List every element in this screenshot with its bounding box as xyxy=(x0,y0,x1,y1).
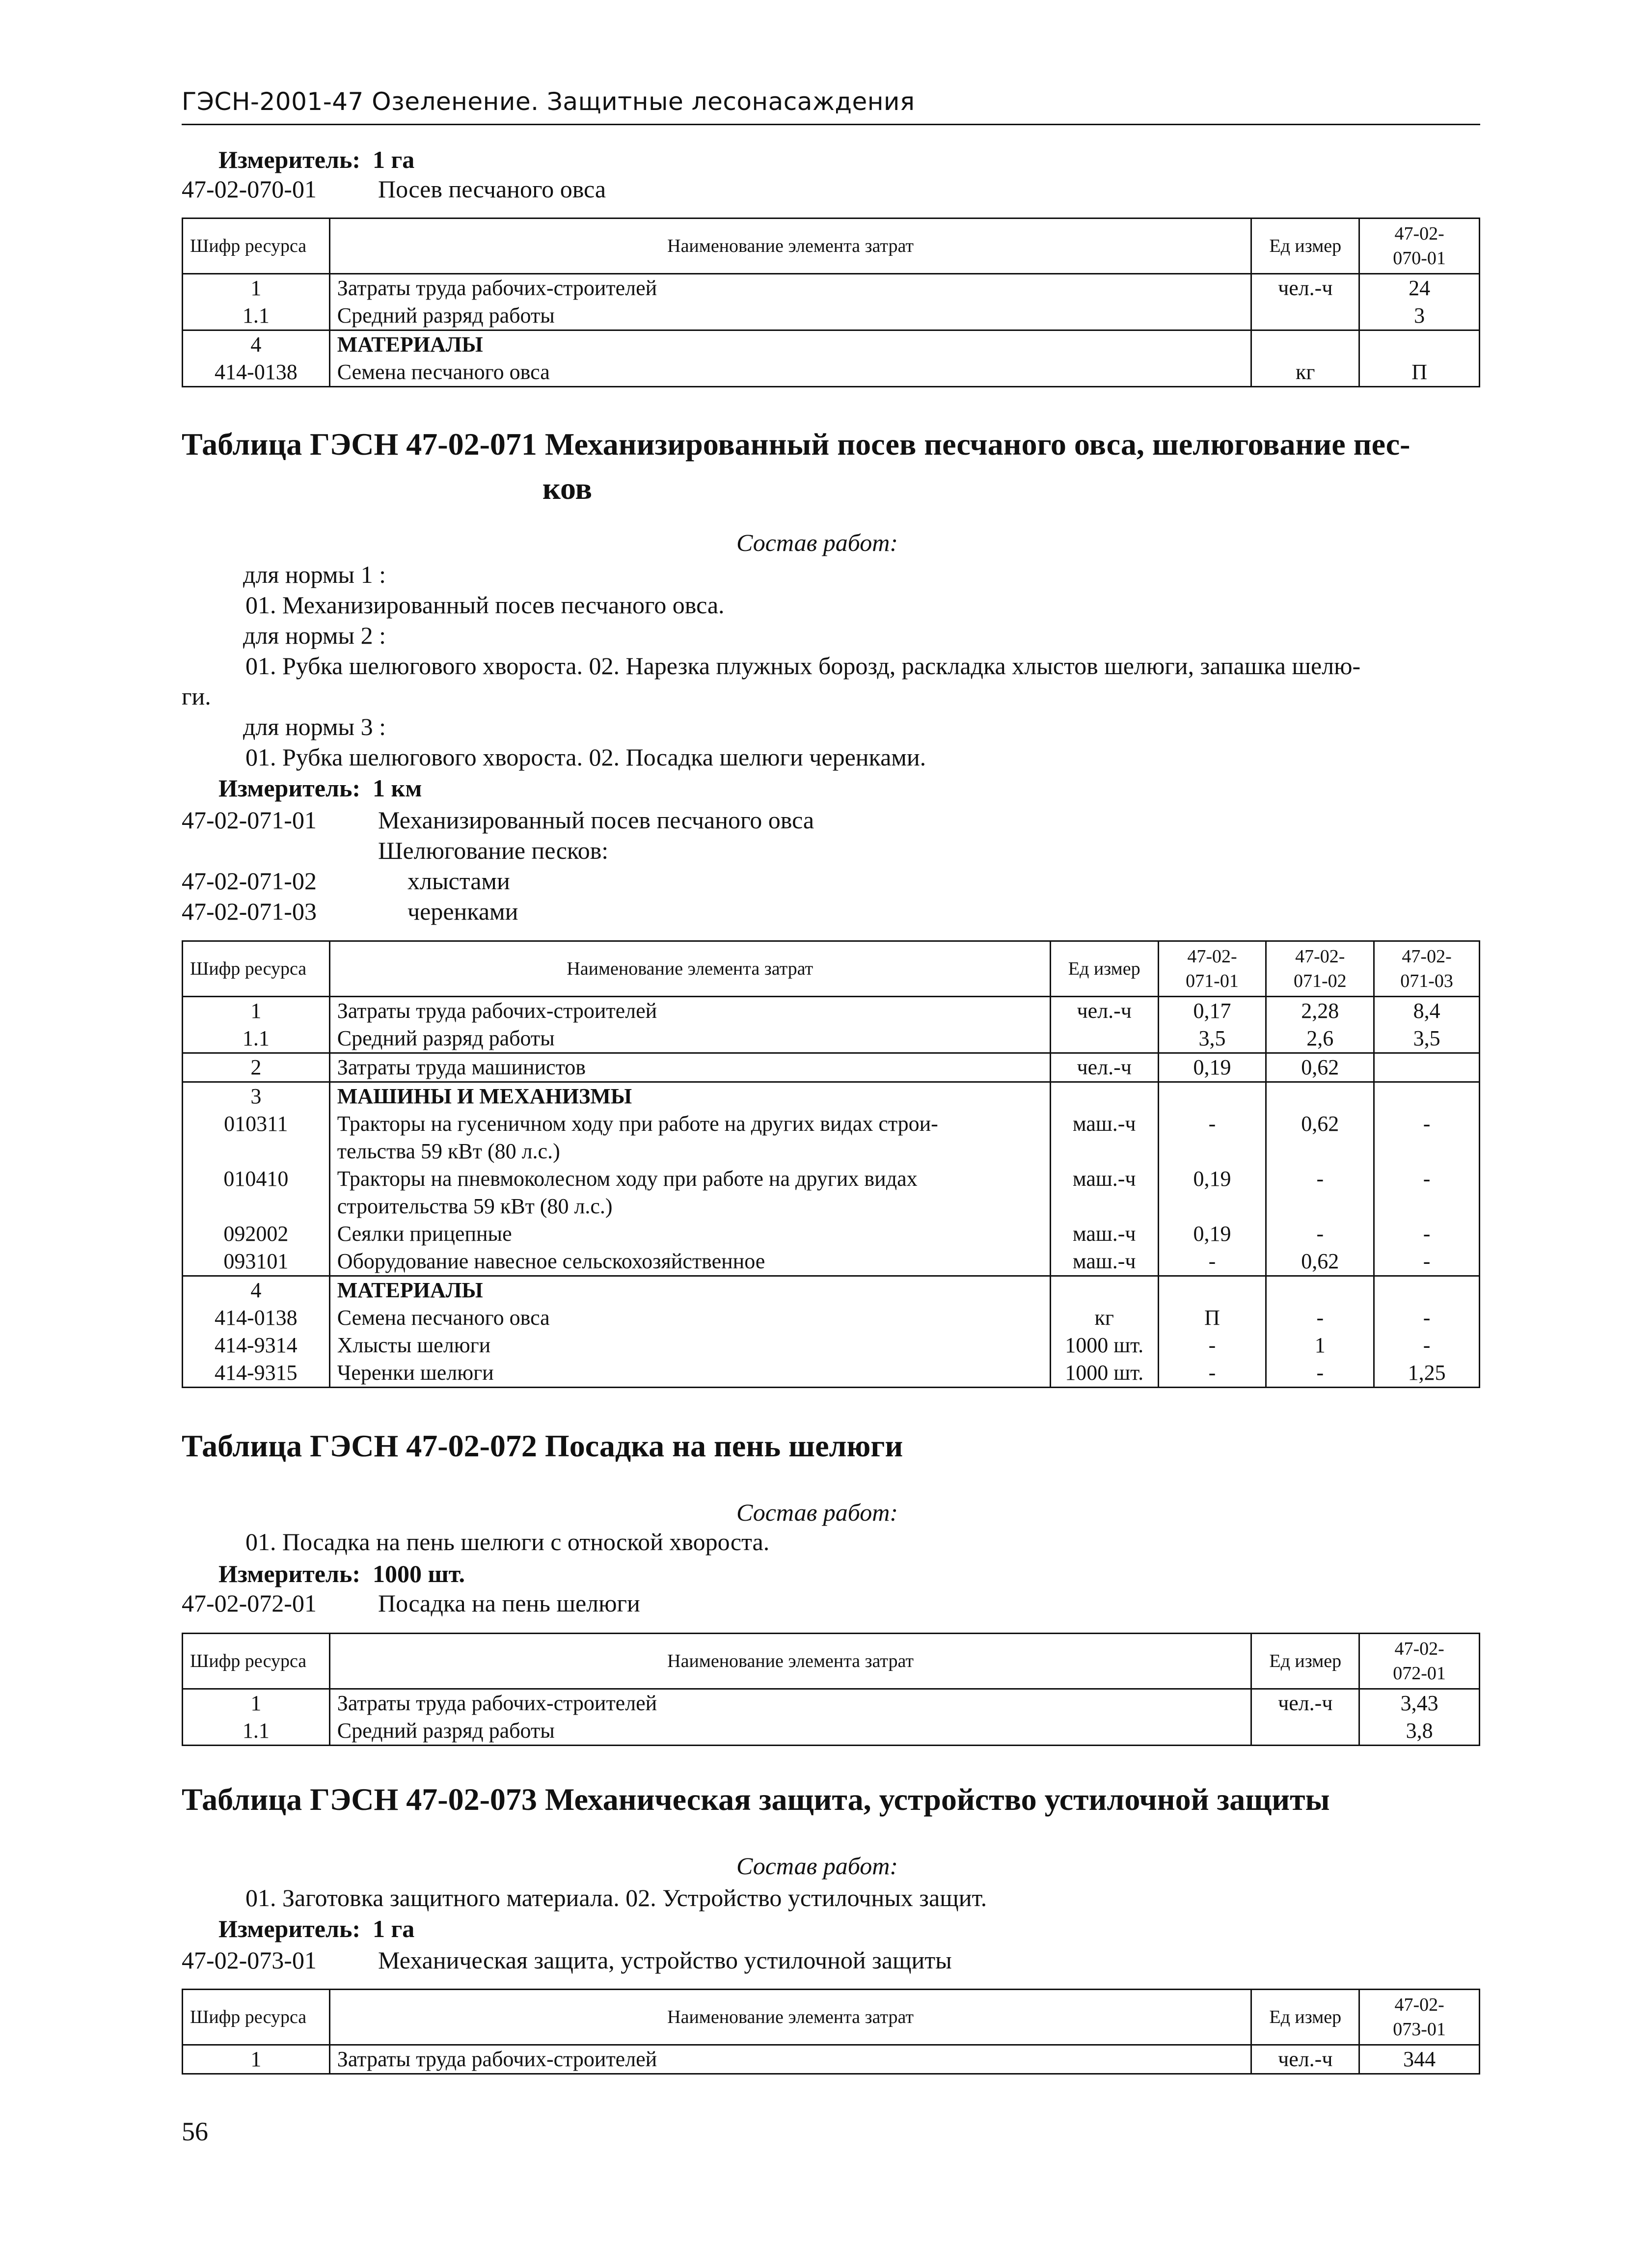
unit: маш.-ч xyxy=(1050,1165,1158,1220)
norm-value: 344 xyxy=(1359,2045,1480,2074)
norm-value: 0,19 xyxy=(1158,1053,1266,1082)
resource-code: 4 xyxy=(183,1276,330,1305)
col-header-name: Наименование элемента затрат xyxy=(329,219,1251,274)
norm-value: - xyxy=(1374,1248,1480,1276)
norm-value: 1 xyxy=(1266,1332,1374,1359)
meter-value: 1 га xyxy=(373,1915,415,1942)
norm-value: - xyxy=(1374,1110,1480,1165)
unit xyxy=(1251,330,1359,359)
resource-code: 1.1 xyxy=(183,302,330,330)
norm-value: П xyxy=(1359,358,1480,387)
resource-name: МАТЕРИАЛЫ xyxy=(329,1276,1050,1305)
table-row xyxy=(183,1248,1480,1276)
table-title-071: Таблица ГЭСН 47-02-071 Механизированный посев песчаного овса, шелюгование пес- ков xyxy=(182,427,1410,506)
norm-code: 47-02-073-01 xyxy=(182,1946,317,1974)
norm-value xyxy=(1158,1082,1266,1111)
table-row xyxy=(183,1082,1480,1111)
description-line: для нормы 1 : xyxy=(243,561,386,588)
norm-value xyxy=(1266,1276,1374,1305)
norm-value: - xyxy=(1158,1359,1266,1388)
norm-value: 2,6 xyxy=(1266,1025,1374,1053)
table-row xyxy=(183,1110,1480,1165)
work-description: 01. Посадка на пень шелюги с отноской хвороста. xyxy=(245,1528,770,1556)
unit: маш.-ч xyxy=(1050,1110,1158,1165)
norm-value: 0,19 xyxy=(1158,1220,1266,1248)
norm-name: Механическая защита, устройство устилочной защиты xyxy=(378,1946,952,1974)
unit: чел.-ч xyxy=(1050,997,1158,1025)
resource-name: Сеялки прицепные xyxy=(329,1220,1050,1248)
norm-value: - xyxy=(1266,1220,1374,1248)
norm-value: - xyxy=(1374,1220,1480,1248)
table-header-row xyxy=(183,1990,1480,2045)
meter-line-2 xyxy=(218,773,422,803)
table-row xyxy=(183,1689,1480,1718)
meter-label: Измеритель: xyxy=(218,146,361,173)
resource-name: Оборудование навесное сельскохозяйственное xyxy=(329,1248,1050,1276)
resource-code: 092002 xyxy=(183,1220,330,1248)
meter-value: 1000 шт. xyxy=(373,1560,465,1587)
meter-line-4 xyxy=(218,1914,414,1943)
norm-value: 8,4 xyxy=(1374,997,1480,1025)
table-header-row xyxy=(183,941,1480,997)
unit xyxy=(1251,302,1359,330)
resource-name: Затраты труда рабочих-строителей xyxy=(329,1689,1251,1718)
table-row xyxy=(183,358,1480,387)
norm-value: 3,5 xyxy=(1374,1025,1480,1053)
col-header-code: Шифр ресурса xyxy=(183,1990,330,2045)
col-header-code: Шифр ресурса xyxy=(183,941,330,997)
meter-value: 1 га xyxy=(373,146,415,173)
resource-code: 4 xyxy=(183,330,330,359)
col-header-name: Наименование элемента затрат xyxy=(329,1634,1251,1689)
norm-value: 0,17 xyxy=(1158,997,1266,1025)
resource-table-073 xyxy=(182,1989,1480,2075)
sostav-label: Состав работ: xyxy=(736,529,898,556)
table-row xyxy=(183,1304,1480,1332)
meter-label: Измеритель: xyxy=(218,1915,361,1942)
norm-value: 2,28 xyxy=(1266,997,1374,1025)
unit xyxy=(1050,1025,1158,1053)
norm-code: 47-02-070-01 xyxy=(182,175,317,203)
norm-value: 0,62 xyxy=(1266,1248,1374,1276)
resource-name: Средний разряд работы xyxy=(329,1025,1050,1053)
resource-code: 1 xyxy=(183,274,330,302)
sostav-label: Состав работ: xyxy=(736,1852,898,1880)
resource-name: Тракторы на пневмоколесном ходу при работе на других видах строительства 59 кВт (80 л.с.) xyxy=(329,1165,1050,1220)
col-header-norm: 47-02- 071-03 xyxy=(1374,941,1480,997)
norm-value: 0,62 xyxy=(1266,1053,1374,1082)
resource-code: 414-9315 xyxy=(183,1359,330,1388)
norm-value: - xyxy=(1158,1110,1266,1165)
resource-table-071 xyxy=(182,940,1480,1388)
norm-name: Механизированный посев песчаного овса xyxy=(378,806,814,834)
norm-name: хлыстами xyxy=(407,867,510,895)
unit: маш.-ч xyxy=(1050,1220,1158,1248)
resource-name: Затраты труда рабочих-строителей xyxy=(329,2045,1251,2074)
norm-value: 24 xyxy=(1359,274,1480,302)
norm-code: 47-02-072-01 xyxy=(182,1589,317,1617)
unit: чел.-ч xyxy=(1251,1689,1359,1718)
resource-code: 3 xyxy=(183,1082,330,1111)
col-header-norm: 47-02- 073-01 xyxy=(1359,1990,1480,2045)
norm-code: 47-02-071-02 xyxy=(182,867,317,895)
norm-value: - xyxy=(1158,1248,1266,1276)
table-row xyxy=(183,302,1480,330)
description-line: для нормы 2 : xyxy=(243,622,386,649)
norm-value: 3,43 xyxy=(1359,1689,1480,1718)
table-row xyxy=(183,2045,1480,2074)
norm-name: Посев песчаного овса xyxy=(378,175,606,203)
resource-code: 1 xyxy=(183,997,330,1025)
norm-name: Посадка на пень шелюги xyxy=(378,1589,640,1617)
norm-value xyxy=(1374,1053,1480,1082)
resource-name: Семена песчаного овса xyxy=(329,358,1251,387)
resource-code: 093101 xyxy=(183,1248,330,1276)
unit xyxy=(1251,1717,1359,1746)
resource-code: 1.1 xyxy=(183,1025,330,1053)
col-header-name: Наименование элемента затрат xyxy=(329,1990,1251,2045)
norm-value: - xyxy=(1266,1165,1374,1220)
description-line: ги. xyxy=(182,683,211,710)
unit: 1000 шт. xyxy=(1050,1359,1158,1388)
header-rule xyxy=(182,124,1480,125)
col-header-unit: Ед измер xyxy=(1251,1634,1359,1689)
unit: чел.-ч xyxy=(1251,274,1359,302)
resource-name: Затраты труда машинистов xyxy=(329,1053,1050,1082)
col-header-unit: Ед измер xyxy=(1050,941,1158,997)
description-line: 01. Рубка шелюгового хвороста. 02. Посадка шелюги черенками. xyxy=(245,743,926,771)
resource-code: 414-0138 xyxy=(183,1304,330,1332)
description-line: для нормы 3 : xyxy=(243,713,386,740)
meter-label: Измеритель: xyxy=(218,774,361,802)
description-line: 01. Рубка шелюгового хвороста. 02. Нарезка плужных борозд, раскладка хлыстов шелюги, запашка шелю- xyxy=(245,652,1361,680)
resource-name: Затраты труда рабочих-строителей xyxy=(329,997,1050,1025)
meter-value: 1 км xyxy=(373,774,422,802)
resource-name: МАШИНЫ И МЕХАНИЗМЫ xyxy=(329,1082,1050,1111)
table-header-row xyxy=(183,1634,1480,1689)
resource-name: МАТЕРИАЛЫ xyxy=(329,330,1251,359)
norm-code: 47-02-071-03 xyxy=(182,898,317,925)
table-row xyxy=(183,1165,1480,1220)
norm-value: 3,8 xyxy=(1359,1717,1480,1746)
unit: кг xyxy=(1050,1304,1158,1332)
meter-label: Измеритель: xyxy=(218,1560,361,1587)
col-header-norm: 47-02- 071-01 xyxy=(1158,941,1266,997)
norm-name: Шелюгование песков: xyxy=(378,837,609,864)
table-row xyxy=(183,1053,1480,1082)
table-title-072: Таблица ГЭСН 47-02-072 Посадка на пень шелюги xyxy=(182,1428,903,1463)
norm-code: 47-02-071-01 xyxy=(182,806,317,834)
resource-code: 414-0138 xyxy=(183,358,330,387)
norm-value xyxy=(1359,330,1480,359)
resource-code: 010311 xyxy=(183,1110,330,1165)
col-header-norm: 47-02- 070-01 xyxy=(1359,219,1480,274)
running-header: ГЭСН-2001-47 Озеленение. Защитные лесонасаждения xyxy=(182,87,915,116)
table-row xyxy=(183,1276,1480,1305)
unit: кг xyxy=(1251,358,1359,387)
sostav-label: Состав работ: xyxy=(736,1499,898,1526)
norm-value xyxy=(1374,1082,1480,1111)
resource-code: 010410 xyxy=(183,1165,330,1220)
resource-name: Средний разряд работы xyxy=(329,302,1251,330)
norm-name: черенками xyxy=(407,898,518,925)
resource-code: 414-9314 xyxy=(183,1332,330,1359)
meter-line-1 xyxy=(218,145,414,174)
table-row xyxy=(183,997,1480,1025)
resource-name: Тракторы на гусеничном ходу при работе на других видах строи- тельства 59 кВт (80 л.с.) xyxy=(329,1110,1050,1165)
description-line: 01. Механизированный посев песчаного овса. xyxy=(245,591,725,619)
table-header-row xyxy=(183,219,1480,274)
norm-value: 3,5 xyxy=(1158,1025,1266,1053)
col-header-norm: 47-02- 072-01 xyxy=(1359,1634,1480,1689)
col-header-code: Шифр ресурса xyxy=(183,1634,330,1689)
resource-name: Черенки шелюги xyxy=(329,1359,1050,1388)
unit: маш.-ч xyxy=(1050,1248,1158,1276)
table-row xyxy=(183,1220,1480,1248)
norm-value: - xyxy=(1266,1304,1374,1332)
norm-value: 0,19 xyxy=(1158,1165,1266,1220)
norm-value: - xyxy=(1374,1165,1480,1220)
resource-code: 1 xyxy=(183,2045,330,2074)
work-description: 01. Заготовка защитного материала. 02. Устройство устилочных защит. xyxy=(245,1884,987,1912)
norm-value: 0,62 xyxy=(1266,1110,1374,1165)
meter-line-3 xyxy=(218,1559,465,1588)
norm-value: - xyxy=(1266,1359,1374,1388)
table-row xyxy=(183,1359,1480,1388)
resource-code: 1 xyxy=(183,1689,330,1718)
col-header-norm: 47-02- 071-02 xyxy=(1266,941,1374,997)
norm-value: - xyxy=(1374,1332,1480,1359)
table-row xyxy=(183,330,1480,359)
resource-table-072 xyxy=(182,1633,1480,1746)
unit xyxy=(1050,1082,1158,1111)
resource-code: 1.1 xyxy=(183,1717,330,1746)
resource-name: Средний разряд работы xyxy=(329,1717,1251,1746)
col-header-unit: Ед измер xyxy=(1251,1990,1359,2045)
norm-value: 3 xyxy=(1359,302,1480,330)
resource-name: Затраты труда рабочих-строителей xyxy=(329,274,1251,302)
unit: чел.-ч xyxy=(1251,2045,1359,2074)
norm-value: - xyxy=(1158,1332,1266,1359)
unit xyxy=(1050,1276,1158,1305)
resource-table-070 xyxy=(182,218,1480,387)
table-row xyxy=(183,1332,1480,1359)
norm-value: П xyxy=(1158,1304,1266,1332)
col-header-name: Наименование элемента затрат xyxy=(329,941,1050,997)
table-row xyxy=(183,1025,1480,1053)
unit: чел.-ч xyxy=(1050,1053,1158,1082)
table-row xyxy=(183,1717,1480,1746)
norm-value: 1,25 xyxy=(1374,1359,1480,1388)
page-number: 56 xyxy=(182,2117,208,2146)
norm-value xyxy=(1158,1276,1266,1305)
resource-code: 2 xyxy=(183,1053,330,1082)
resource-name: Хлысты шелюги xyxy=(329,1332,1050,1359)
resource-name: Семена песчаного овса xyxy=(329,1304,1050,1332)
table-row xyxy=(183,274,1480,302)
norm-value xyxy=(1266,1082,1374,1111)
col-header-unit: Ед измер xyxy=(1251,219,1359,274)
col-header-code: Шифр ресурса xyxy=(183,219,330,274)
norm-value: - xyxy=(1374,1304,1480,1332)
norm-value xyxy=(1374,1276,1480,1305)
unit: 1000 шт. xyxy=(1050,1332,1158,1359)
table-title-073: Таблица ГЭСН 47-02-073 Механическая защита, устройство устилочной защиты xyxy=(182,1782,1330,1817)
